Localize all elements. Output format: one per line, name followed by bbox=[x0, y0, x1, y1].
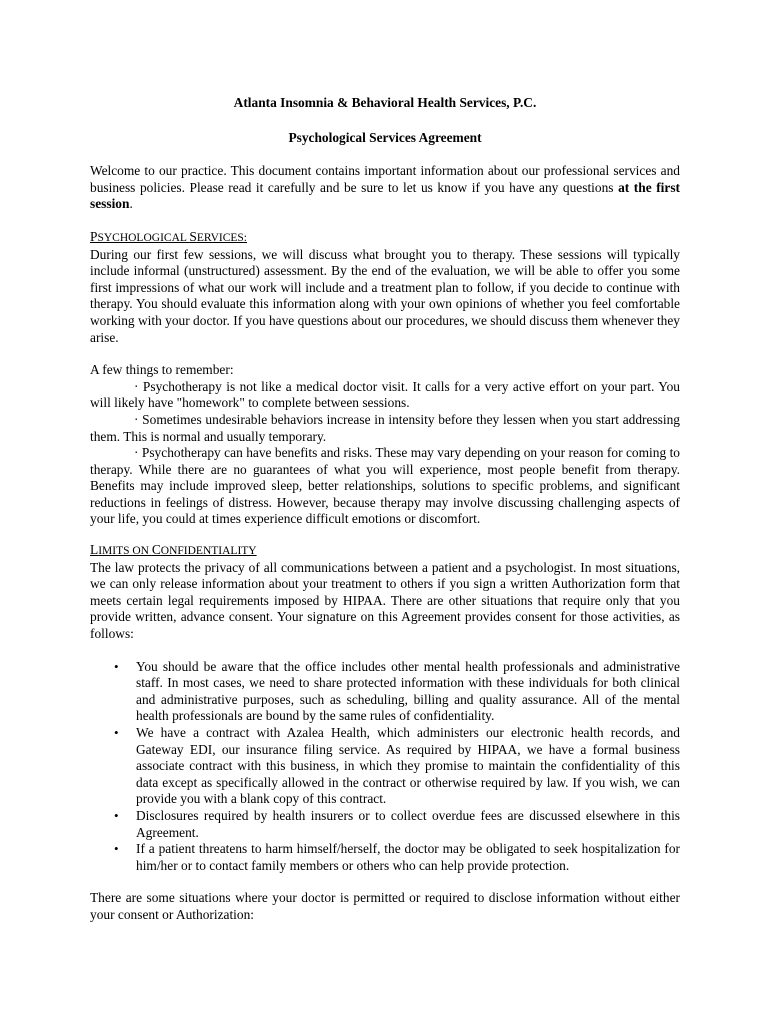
confidentiality-heading: LIMITS ON CONFIDENTIALITY bbox=[90, 542, 257, 558]
intro-text: Welcome to our practice. This document contains important information about our professional services and business policies. Please read it carefully and be sure to let us know if you have any questions bbox=[90, 163, 680, 195]
spacer bbox=[90, 346, 680, 362]
confidentiality-bullet-list bbox=[90, 659, 680, 875]
remember-item-2: · Sometimes undesirable behaviors increase in intensity before they lessen when you start addressing them. This is normal and usually temporary. bbox=[90, 411, 680, 444]
closing-paragraph: There are some situations where your doctor is permitted or required to disclose information without either your consent or Authorization: bbox=[90, 890, 680, 922]
list-item bbox=[90, 725, 680, 808]
intro-bold-text: at the first session bbox=[90, 179, 680, 212]
spacer bbox=[90, 874, 680, 890]
list-item-text: You should be aware that the office includes other mental health professionals and administrative staff. In most cases, we need to share protected information with these individuals for both clinical and administrative purposes, such as scheduling, billing and quality assurance. All of the mental health professionals are bound by the same rules of confidentiality. bbox=[136, 658, 680, 724]
intro-end: . bbox=[129, 196, 133, 212]
spacer bbox=[90, 528, 680, 542]
document-title: Psychological Services Agreement bbox=[288, 129, 482, 145]
list-item bbox=[90, 841, 680, 874]
list-item-text: Disclosures required by health insurers or to collect overdue fees are discussed elsewhere in this Agreement. bbox=[136, 807, 680, 840]
confidentiality-paragraph: The law protects the privacy of all communications between a patient and a psychologist. In most situations, we can only release information about your treatment to others if you sign a written Authorization form that meets certain legal requirements imposed by HIPAA. There are other situations that require only that you provide written, advance consent. Your signature on this Agreement provides consent for those activities, as follows: bbox=[90, 559, 680, 642]
bullet-icon: • bbox=[114, 807, 119, 823]
bullet-icon: • bbox=[114, 841, 119, 857]
list-item bbox=[90, 659, 680, 725]
bullet-icon: • bbox=[114, 725, 119, 740]
org-name: Atlanta Insomnia & Behavioral Health Services, P.C. bbox=[233, 95, 537, 110]
services-paragraph: During our first few sessions, we will discuss what brought you to therapy. These sessions will typically include informal (unstructured) assessment. By the end of the evaluation, we will be able to offer you some first impressions of what our work will include and a treatment plan to follow, if you decide to continue with therapy. You should evaluate this information along with your own opinions of whether you feel comfortable working with your doctor. If you have questions about our procedures, we should discuss them whenever they arise. bbox=[90, 246, 680, 345]
document-page bbox=[90, 95, 680, 924]
spacer bbox=[90, 643, 680, 659]
list-item bbox=[90, 808, 680, 841]
spacer bbox=[90, 213, 680, 229]
bullet-icon: • bbox=[114, 658, 119, 674]
list-item-text: If a patient threatens to harm himself/herself, the doctor may be obligated to seek hospitalization for him/her or to contact family members or others who can help provide protection. bbox=[136, 841, 680, 873]
remember-intro: A few things to remember: bbox=[90, 362, 234, 378]
list-item-text: We have a contract with Azalea Health, which administers our electronic health records, and Gateway EDI, our insurance filing service. As required by HIPAA, we have a formal business associate contract with this business, in which they promise to maintain the confidentiality of this data except as specifically allowed in the contract or otherwise required by law. If you wish, we can provide you with a blank copy of this contract. bbox=[136, 725, 680, 807]
remember-item-1: · Psychotherapy is not like a medical doctor visit. It calls for a very active effort on your part. You will likely have "homework" to complete between sessions. bbox=[90, 378, 680, 411]
services-heading: PSYCHOLOGICAL SERVICES: bbox=[90, 228, 248, 244]
intro-paragraph bbox=[90, 163, 680, 213]
remember-item-3: · Psychotherapy can have benefits and risks. These may vary depending on your reason for coming to therapy. While there are no guarantees of what you will experience, most people benefit from therapy. Benefits may include improved sleep, better relationships, solutions to specific problems, and significant reductions in feelings of distress. However, because therapy may involve discussing challenging aspects of your life, you could at times experience difficult emotions or discomfort. bbox=[90, 445, 680, 527]
